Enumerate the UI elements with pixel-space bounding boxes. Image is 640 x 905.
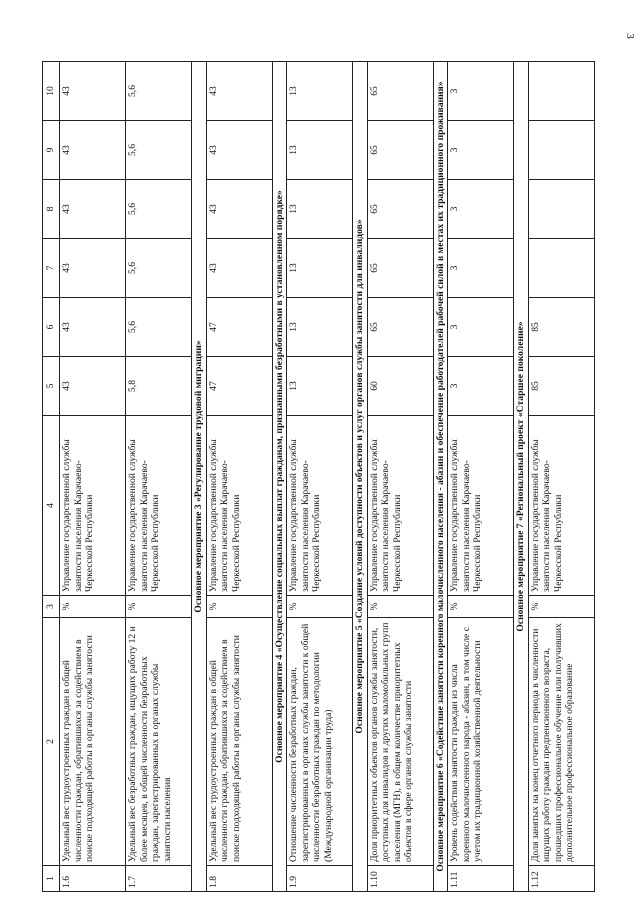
executor-cell: Управление государственной службы занятости населения Карачаево-Черкесской Республики	[448, 416, 514, 596]
table-row	[448, 62, 514, 892]
executor-cell: Управление государственной службы занятости населения Карачаево-Черкесской Республики	[60, 416, 126, 596]
value-cell	[528, 239, 594, 298]
value-cell: 13	[287, 357, 353, 416]
unit-cell: %	[367, 596, 433, 618]
value-cell: 47	[206, 357, 272, 416]
value-cell: 5,6	[126, 180, 192, 239]
header-cell: 2	[43, 618, 60, 866]
value-cell: 5,6	[126, 298, 192, 357]
header-cell: 5	[43, 357, 60, 416]
executor-cell: Управление государственной службы занятости населения Карачаево-Черкесской Республики	[206, 416, 272, 596]
unit-cell: %	[126, 596, 192, 618]
value-cell: 13	[287, 180, 353, 239]
value-cell: 3	[448, 239, 514, 298]
value-cell: 5,6	[126, 239, 192, 298]
value-cell: 65	[367, 298, 433, 357]
value-cell: 43	[206, 121, 272, 180]
value-cell: 43	[206, 239, 272, 298]
row-number: 1.10	[367, 866, 433, 892]
table-row	[206, 62, 272, 892]
indicator-cell: Удельный вес трудоустроенных граждан в общей численности граждан, обратившихся за содействием в поиске подходящей работы в органы службы занятости	[60, 618, 126, 866]
indicator-cell: Удельный вес безработных граждан, ищущих работу 12 и более месяцев, в общей численности безработных граждан, зарегистрированных в органах службы занятости населения	[126, 618, 192, 866]
value-cell: 5,6	[126, 62, 192, 121]
section-title: Основное мероприятие 4 «Осуществление социальных выплат гражданам, признанными безработными в установленном порядке»	[272, 62, 287, 892]
header-cell: 6	[43, 298, 60, 357]
indicator-cell: Доля приоритетных объектов органов службы занятости, доступных для инвалидов и других маломобильных групп населения (МГН), в общем количестве приоритетных объектов в сфере органов службы занятости	[367, 618, 433, 866]
page-number: 3	[623, 33, 636, 39]
section-row	[272, 62, 287, 892]
value-cell	[528, 62, 594, 121]
value-cell: 43	[60, 180, 126, 239]
unit-cell: %	[448, 596, 514, 618]
section-row	[192, 62, 207, 892]
table-row	[287, 62, 353, 892]
indicator-cell: Доля занятых на конец отчетного периода в численности ищущих работу граждан предпенсионного возраста, прошедших профессиональное обучение или получивших дополнительное профессиональное образование	[528, 618, 594, 866]
value-cell: 43	[60, 239, 126, 298]
table-row	[367, 62, 433, 892]
unit-cell: %	[287, 596, 353, 618]
unit-cell: %	[206, 596, 272, 618]
value-cell: 3	[448, 298, 514, 357]
rotated-table-page	[42, 62, 620, 892]
value-cell	[528, 121, 594, 180]
section-row	[514, 62, 529, 892]
executor-cell: Управление государственной службы занятости населения Карачаево-Черкесской Республики	[528, 416, 594, 596]
value-cell: 47	[206, 298, 272, 357]
value-cell: 65	[367, 121, 433, 180]
value-cell: 65	[367, 180, 433, 239]
header-cell: 4	[43, 416, 60, 596]
executor-cell: Управление государственной службы занятости населения Карачаево-Черкесской Республики	[367, 416, 433, 596]
value-cell: 43	[60, 121, 126, 180]
value-cell: 13	[287, 239, 353, 298]
unit-cell: %	[528, 596, 594, 618]
value-cell: 3	[448, 121, 514, 180]
header-cell: 3	[43, 596, 60, 618]
value-cell: 43	[60, 357, 126, 416]
executor-cell: Управление государственной службы занятости населения Карачаево-Черкесской Республики	[126, 416, 192, 596]
value-cell: 13	[287, 62, 353, 121]
header-cell: 7	[43, 239, 60, 298]
value-cell: 65	[367, 239, 433, 298]
table-body	[60, 62, 595, 892]
value-cell: 5,8	[126, 357, 192, 416]
value-cell: 43	[60, 62, 126, 121]
value-cell: 65	[367, 62, 433, 121]
section-row	[353, 62, 368, 892]
value-cell: 5,6	[126, 121, 192, 180]
table-row	[528, 62, 594, 892]
value-cell: 13	[287, 298, 353, 357]
header-cell: 10	[43, 62, 60, 121]
unit-cell: %	[60, 596, 126, 618]
section-title: Основное мероприятие 3 «Регулирование трудовой миграции»	[192, 62, 207, 892]
indicator-cell: Уровень содействия занятости граждан из числа коренного малочисленного народа - абазин, в том числе с учетом их традиционной хозяйственной деятельности	[448, 618, 514, 866]
value-cell: 43	[206, 62, 272, 121]
executor-cell: Управление государственной службы занятости населения Карачаево-Черкесской Республики	[287, 416, 353, 596]
row-number: 1.9	[287, 866, 353, 892]
value-cell	[528, 180, 594, 239]
row-number: 1.12	[528, 866, 594, 892]
value-cell: 3	[448, 62, 514, 121]
indicators-table	[42, 61, 595, 892]
section-title: Основное мероприятие 6 «Содействие занятости коренного малочисленного населения - абазин и обеспечение работодателей рабочей силой в местах их традиционного проживания»	[433, 62, 448, 892]
indicator-cell: Отношение численности безработных граждан, зарегистрированных в органах службы занятости к общей численности безработных граждан по методологии (Международной организации труда)	[287, 618, 353, 866]
header-cell: 8	[43, 180, 60, 239]
value-cell: 43	[60, 298, 126, 357]
row-number: 1.8	[206, 866, 272, 892]
header-cell: 9	[43, 121, 60, 180]
section-title: Основное мероприятие 5 «Создание условий доступности объектов и услуг органов службы занятости для инвалидов»	[353, 62, 368, 892]
row-number: 1.6	[60, 866, 126, 892]
header-cell: 1	[43, 866, 60, 892]
row-number: 1.7	[126, 866, 192, 892]
value-cell: 3	[448, 357, 514, 416]
header-row	[43, 62, 60, 892]
indicator-cell: Удельный вес трудоустроенных граждан в общей численности граждан, обратившихся за содействием в поиске подходящей работы в органы службы занятости	[206, 618, 272, 866]
table-row	[126, 62, 192, 892]
value-cell: 60	[367, 357, 433, 416]
value-cell: 85	[528, 357, 594, 416]
value-cell: 3	[448, 180, 514, 239]
value-cell: 85	[528, 298, 594, 357]
table-row	[60, 62, 126, 892]
value-cell: 13	[287, 121, 353, 180]
section-title: Основное мероприятие 7 «Региональный проект «Старшее поколение»	[514, 62, 529, 892]
row-number: 1.11	[448, 866, 514, 892]
value-cell: 43	[206, 180, 272, 239]
section-row	[433, 62, 448, 892]
